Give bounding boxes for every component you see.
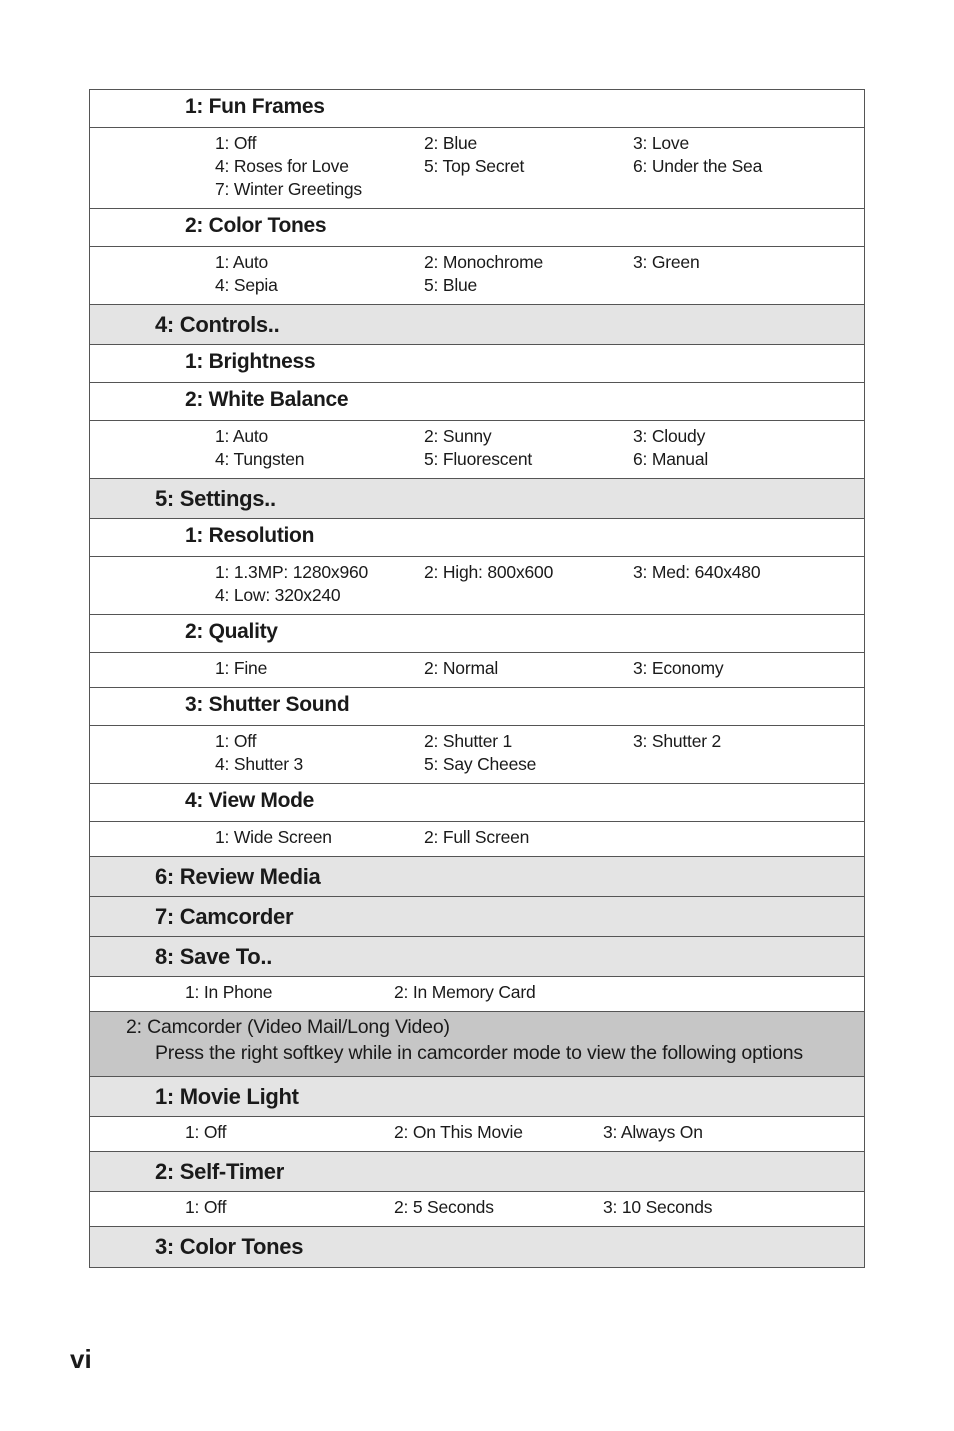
menu-heading-row xyxy=(90,897,864,937)
menu-heading-2-color-tones: 2: Color Tones xyxy=(185,214,327,237)
menu-option: 4: Roses for Love xyxy=(215,156,349,176)
menu-option: 1: Auto xyxy=(215,426,269,446)
section-banner xyxy=(90,1012,864,1077)
menu-option: 3: Always On xyxy=(603,1122,703,1142)
page-number: vi xyxy=(70,1344,92,1374)
menu-heading-4-view-mode: 4: View Mode xyxy=(185,789,315,812)
menu-option: 1: Off xyxy=(215,133,257,153)
menu-option: 4: Sepia xyxy=(215,275,278,295)
menu-heading-row xyxy=(90,784,864,822)
menu-heading-row xyxy=(90,857,864,897)
menu-option: 3: Shutter 2 xyxy=(633,731,722,751)
menu-option: 2: In Memory Card xyxy=(394,982,536,1002)
menu-heading-3-shutter-sound: 3: Shutter Sound xyxy=(185,693,350,716)
menu-option: 7: Winter Greetings xyxy=(215,179,362,199)
menu-option: 2: Full Screen xyxy=(424,827,530,847)
menu-heading-2-white-balance: 2: White Balance xyxy=(185,388,349,411)
banner-title: 2: Camcorder (Video Mail/Long Video) xyxy=(126,1016,450,1038)
options-row xyxy=(90,726,864,784)
menu-heading-2-quality: 2: Quality xyxy=(185,620,278,643)
menu-option: 4: Shutter 3 xyxy=(215,754,304,774)
menu-heading-row xyxy=(90,90,864,128)
menu-option: 5: Blue xyxy=(424,275,478,295)
menu-heading-row xyxy=(90,345,864,383)
menu-heading-row xyxy=(90,383,864,421)
menu-heading-row xyxy=(90,1152,864,1192)
options-row xyxy=(90,557,864,615)
banner-subtitle: Press the right softkey while in camcorder mode to view the following options xyxy=(155,1042,803,1064)
menu-option: 2: On This Movie xyxy=(394,1122,523,1142)
menu-option: 1: Auto xyxy=(215,252,269,272)
menu-heading-row xyxy=(90,937,864,977)
menu-heading-4-controls: 4: Controls.. xyxy=(155,312,280,337)
menu-option: 1: Fine xyxy=(215,658,268,678)
menu-option: 6: Manual xyxy=(633,449,709,469)
menu-heading-6-review-media: 6: Review Media xyxy=(155,864,321,889)
options-row xyxy=(90,421,864,479)
options-row xyxy=(90,1192,864,1227)
menu-option: 3: 10 Seconds xyxy=(603,1197,713,1217)
menu-heading-1-fun-frames: 1: Fun Frames xyxy=(185,95,325,118)
menu-option: 3: Economy xyxy=(633,658,724,678)
menu-option: 3: Med: 640x480 xyxy=(633,562,761,582)
menu-option: 4: Low: 320x240 xyxy=(215,585,341,605)
menu-heading-7-camcorder: 7: Camcorder xyxy=(155,904,294,929)
menu-option: 1: Wide Screen xyxy=(215,827,332,847)
menu-heading-2-self-timer: 2: Self-Timer xyxy=(155,1159,284,1184)
menu-option: 3: Green xyxy=(633,252,700,272)
menu-heading-row xyxy=(90,688,864,726)
menu-heading-row xyxy=(90,1227,864,1267)
menu-option: 1: Off xyxy=(185,1122,227,1142)
menu-heading-1-resolution: 1: Resolution xyxy=(185,524,315,547)
menu-heading-8-save-to: 8: Save To.. xyxy=(155,944,273,969)
options-row xyxy=(90,1117,864,1152)
menu-option: 2: Monochrome xyxy=(424,252,543,272)
menu-option: 3: Cloudy xyxy=(633,426,706,446)
menu-option: 6: Under the Sea xyxy=(633,156,763,176)
menu-heading-3-color-tones: 3: Color Tones xyxy=(155,1234,304,1259)
menu-option: 2: High: 800x600 xyxy=(424,562,554,582)
menu-heading-5-settings: 5: Settings.. xyxy=(155,486,276,511)
menu-option: 2: 5 Seconds xyxy=(394,1197,494,1217)
menu-option: 2: Shutter 1 xyxy=(424,731,513,751)
menu-option: 2: Sunny xyxy=(424,426,492,446)
menu-option: 5: Fluorescent xyxy=(424,449,533,469)
menu-heading-1-movie-light: 1: Movie Light xyxy=(155,1084,299,1109)
options-row xyxy=(90,653,864,688)
menu-option: 2: Blue xyxy=(424,133,478,153)
menu-heading-row xyxy=(90,1077,864,1117)
menu-option: 1: Off xyxy=(215,731,257,751)
menu-table xyxy=(89,89,865,1268)
menu-option: 3: Love xyxy=(633,133,690,153)
menu-option: 2: Normal xyxy=(424,658,499,678)
options-row xyxy=(90,247,864,305)
options-row xyxy=(90,977,864,1012)
menu-option: 1: Off xyxy=(185,1197,227,1217)
menu-option: 1: In Phone xyxy=(185,982,273,1002)
menu-heading-row xyxy=(90,615,864,653)
menu-heading-row xyxy=(90,209,864,247)
menu-heading-row xyxy=(90,479,864,519)
menu-option: 5: Say Cheese xyxy=(424,754,537,774)
options-row xyxy=(90,128,864,209)
menu-heading-row xyxy=(90,305,864,345)
menu-option: 5: Top Secret xyxy=(424,156,525,176)
options-row xyxy=(90,822,864,857)
menu-option: 4: Tungsten xyxy=(215,449,305,469)
menu-heading-row xyxy=(90,519,864,557)
menu-option: 1: 1.3MP: 1280x960 xyxy=(215,562,369,582)
menu-heading-1-brightness: 1: Brightness xyxy=(185,350,316,373)
